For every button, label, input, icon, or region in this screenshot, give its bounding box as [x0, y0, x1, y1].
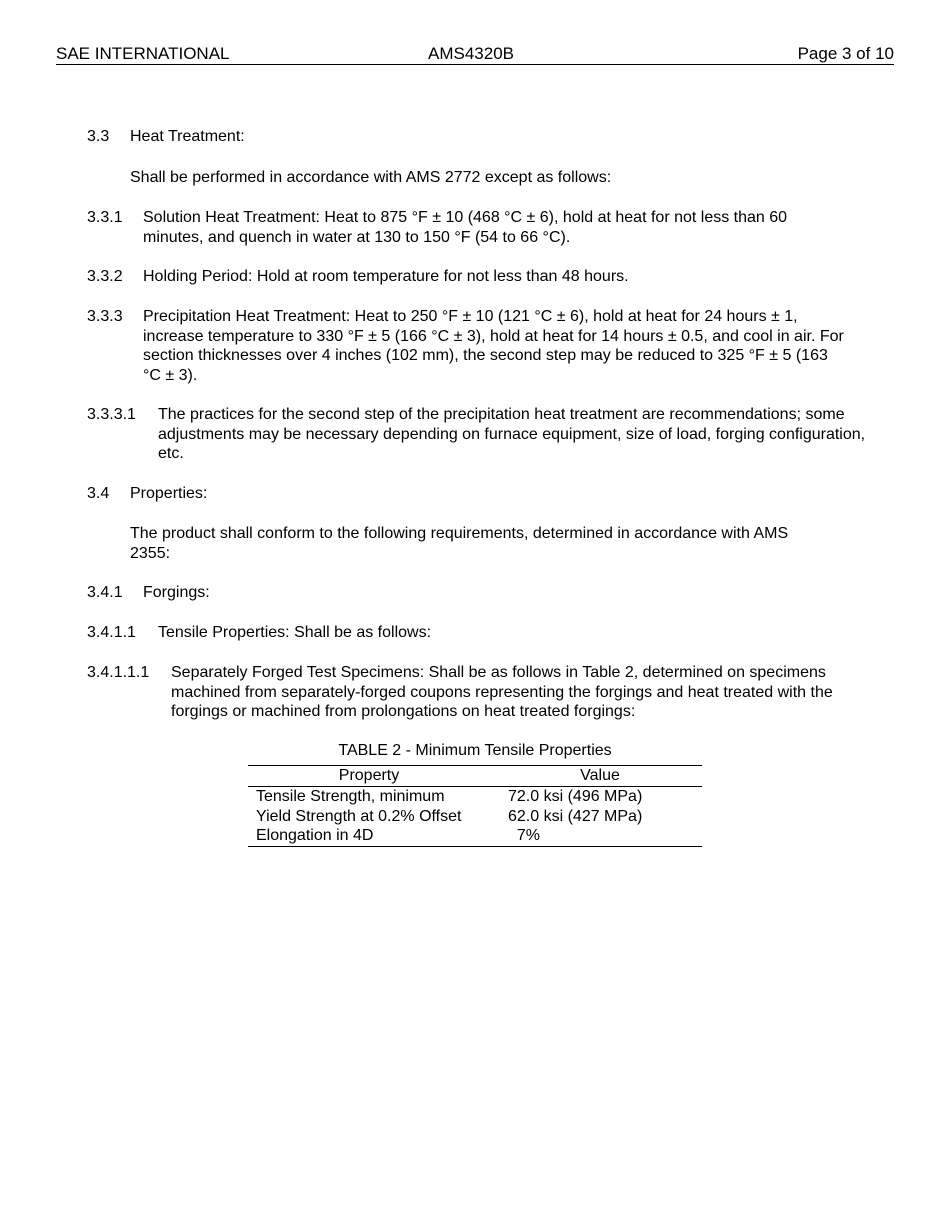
section-3-4-intro — [87, 524, 887, 564]
section-text: Heat Treatment: — [130, 128, 245, 145]
section-number: 3.3.1 — [87, 209, 123, 226]
tensile-properties-table — [248, 765, 702, 847]
section-3-3-1 — [87, 208, 887, 248]
section-text: Solution Heat Treatment: Heat to 875 °F ± 10 (468 °C ± 6), hold at heat for not less than 60 minutes, and quench in water at 130 to 150 °F (54 to 66 °C). — [143, 209, 788, 246]
section-3-3-3-1 — [87, 405, 887, 465]
section-number: 3.4.1.1.1 — [87, 664, 150, 681]
section-3-3-3 — [87, 307, 887, 387]
table-cell-value: 7% — [508, 827, 541, 844]
header-organization: SAE INTERNATIONAL — [56, 44, 230, 63]
table-row — [248, 787, 702, 807]
page-header — [56, 44, 894, 65]
section-text: Holding Period: Hold at room temperature for not less than 48 hours. — [143, 268, 629, 285]
section-text: Precipitation Heat Treatment: Heat to 250 °F ± 10 (121 °C ± 6), hold at heat for 24 hours ± 1, increase temperature to 330 °F ± 5 (166 °C ± 3), hold at heat for 14 hours ± 0.5, and cool in air. For section thicknesses over 4 inches (102 mm), the second step may be reduced to 325 °F ± 5 (163 °C ± 3). — [143, 308, 844, 384]
table-cell-property: Tensile Strength, minimum — [256, 788, 445, 805]
table-title: TABLE 2 - Minimum Tensile Properties — [338, 742, 612, 759]
table-cell-value: 72.0 ksi (496 MPa) — [508, 788, 643, 805]
section-number: 3.4.1 — [87, 584, 123, 601]
section-text: The product shall conform to the following requirements, determined in accordance with AMS 2355: — [130, 525, 789, 562]
section-number: 3.3.2 — [87, 268, 123, 285]
section-text: Forgings: — [143, 584, 210, 601]
section-text: Shall be performed in accordance with AMS 2772 except as follows: — [130, 169, 612, 186]
section-3-4-1-1-1 — [87, 663, 887, 723]
table-cell-property: Yield Strength at 0.2% Offset — [256, 807, 462, 825]
table-row — [248, 826, 702, 846]
table-cell-value: 62.0 ksi (427 MPa) — [508, 807, 643, 825]
header-page-number: Page 3 of 10 — [797, 44, 894, 63]
column-header-property: Property — [338, 767, 400, 784]
section-number: 3.4 — [87, 485, 110, 502]
table-cell-property: Elongation in 4D — [256, 827, 374, 844]
section-number: 3.4.1.1 — [87, 624, 136, 641]
section-number: 3.3.3 — [87, 308, 123, 325]
table-header-row — [248, 766, 702, 787]
section-text: The practices for the second step of the precipitation heat treatment are recommendations; some adjustments may be necessary depending on furnace equipment, size of load, forging configuration, etc. — [158, 406, 866, 462]
section-text: Properties: — [130, 485, 208, 502]
column-header-value: Value — [580, 767, 620, 784]
section-text: Separately Forged Test Specimens: Shall be as follows in Table 2, determined on specimens machined from separately-forged coupons representing the forgings and heat treated with the forgings or machined from prolongations on heat treated forgings: — [171, 664, 833, 720]
section-text: Tensile Properties: Shall be as follows: — [158, 624, 432, 641]
header-document-id: AMS4320B — [428, 44, 514, 63]
section-number: 3.3 — [87, 128, 110, 145]
section-number: 3.3.3.1 — [87, 406, 136, 423]
table-row — [248, 807, 702, 827]
